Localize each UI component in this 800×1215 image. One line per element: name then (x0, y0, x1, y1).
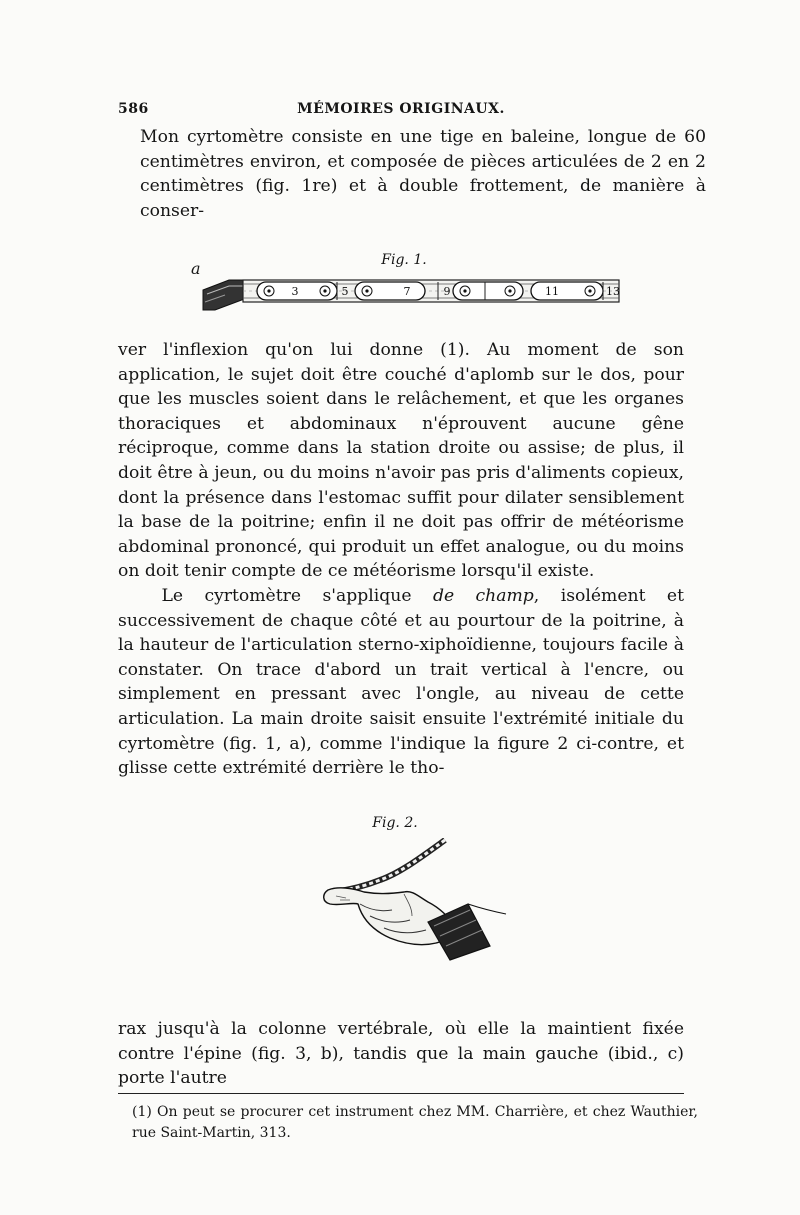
paragraph-4 (118, 1017, 684, 1091)
fig1-segment-number-9: 9 (443, 285, 451, 298)
footnote (118, 1102, 698, 1144)
figure-2-hand-illustration (300, 838, 510, 963)
fig1-segment-number-3: 3 (291, 285, 299, 298)
page-header (118, 101, 684, 123)
figure-2-caption: Fig. 2. (372, 815, 418, 831)
fig1-handle (203, 280, 247, 310)
running-title: MÉMOIRES ORIGINAUX. (297, 101, 505, 117)
paragraph-2-text: ver l'inflexion qu'on lui donne (1). Au moment de son application, le sujet doit être couché d'aplomb sur le dos, pour que les muscles soient dans le relâchement, et que les organes thoraciques et abdominaux n'éprouvent aucune gêne réciproque, comme dans la station droite ou assise; de plus, il doit être à jeun, ou du moins n'avoir pas pris d'aliments copieux, dont la présence dans l'estomac suffit pour dilater sensiblement la base de la poitrine; enfin il ne doit pas offrir de météorisme abdominal prononcé, qui produit un effet analogue, ou du moins on doit tenir compte de ce météorisme lorsqu'il existe. (118, 340, 684, 582)
paragraph-1-text: Mon cyrtomètre consiste en une tige en baleine, longue de 60 centimètres environ, et composée de pièces articulées de 2 en 2 centimètres (fig. 1re) et à double frottement, de manière à conser- (140, 127, 706, 221)
paragraph-3-rest: , isolément et successivement de chaque côté et au pourtour de la poitrine, à la hauteur de l'articulation sterno-xiphoïdienne, toujours facile à constater. On trace d'abord un trait vertical à l'encre, ou simplement en pressant avec l'ongle, au niveau de cette articulation. La main droite saisit ensuite l'extrémité initiale du cyrtomètre (fig. 1, a), comme l'indique la figure 2 ci-contre, et glisse cette extrémité derrière le tho- (118, 585, 684, 779)
paragraph-4-text: rax jusqu'à la colonne vertébrale, où elle la maintient fixée contre l'épine (fig. 3, b), tandis que la main gauche (ibid., c) porte l'autre (118, 1019, 684, 1089)
fig1-letter-a (191, 259, 201, 278)
fig1-segment-number-13: 13 (606, 285, 620, 298)
fig1-strip (243, 280, 619, 302)
figure-1-caption: Fig. 1. (381, 252, 427, 268)
svg-text:a: a (191, 259, 201, 278)
footnote-text: (1) On peut se procurer cet instrument chez MM. Charrière, et chez Wauthier, rue Saint-Martin, 313. (132, 1104, 698, 1141)
paragraph-1 (118, 125, 706, 223)
fig1-segment-number-7: 7 (403, 285, 411, 298)
paragraph-3-italic: de champ (432, 585, 534, 606)
paragraph-2 (118, 338, 684, 781)
fig1-segment-number-11: 11 (545, 285, 559, 298)
paragraph-3-start: Le cyrtomètre s'applique (161, 585, 433, 606)
footnote-separator (118, 1093, 684, 1094)
figure-1-cyrtometer-illustration (185, 258, 625, 320)
page-number: 586 (118, 101, 149, 117)
fig2-strip (330, 840, 445, 893)
fig1-segment-number-5: 5 (341, 285, 349, 298)
